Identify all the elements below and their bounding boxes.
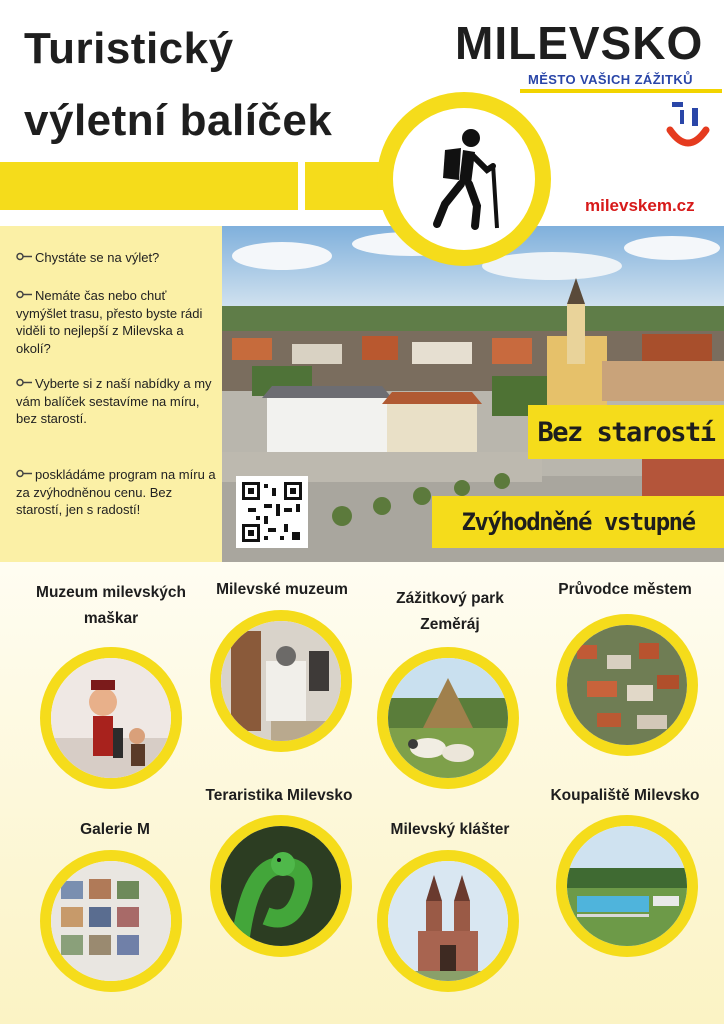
tag-no-worries: Bez starostí [528, 405, 724, 459]
attraction-label-gallery: Galerie M [80, 821, 150, 838]
title-line-1: Turistický [24, 24, 234, 73]
info-bullet-3: Vyberte si z naší nabídky a my vám balíček sestavíme na míru, bez starostí. [16, 376, 212, 426]
attraction-swimming-pool[interactable] [556, 815, 698, 957]
attraction-monastery[interactable] [377, 850, 519, 992]
brand-name: MILEVSKO [455, 17, 704, 69]
info-bullet-4: poskládáme program na míru a za zvýhodněnou cenu. Bez starostí, jen s radostí! [16, 467, 216, 517]
attraction-gallery-m[interactable] [40, 850, 182, 992]
yellow-bar-left [0, 162, 298, 210]
brand-tagline: MĚSTO VAŠICH ZÁŽITKŮ [528, 72, 693, 87]
bullet-icon [16, 286, 32, 295]
brand-underline [520, 89, 722, 93]
info-bullet-2: Nemáte čas nebo chuť vymýšlet trasu, přesto byste rádi viděli to nejlepší z Milevska a okolí? [16, 288, 203, 356]
bullet-icon [16, 248, 32, 257]
qr-code[interactable] [236, 476, 308, 548]
attraction-label-masks: Muzeum milevských maškar [36, 584, 186, 627]
attraction-city-guide[interactable] [556, 614, 698, 756]
attraction-label-park: Zážitkový park Zeměráj [396, 590, 504, 633]
attraction-label-terrarium: Teraristika Milevsko [205, 787, 353, 804]
bullet-icon [16, 374, 32, 383]
tag-discounted-entry: Zvýhodněné vstupné [432, 496, 724, 548]
attraction-label-guide: Průvodce městem [558, 581, 692, 598]
title-line-2: výletní balíček [24, 96, 333, 145]
attraction-label-pool: Koupaliště Milevsko [550, 787, 700, 804]
attraction-label-museum: Milevské muzeum [216, 581, 348, 598]
attraction-zemeraj-park[interactable] [377, 647, 519, 789]
website-link[interactable]: milevskem.cz [585, 196, 695, 215]
milevsko-logo-icon [666, 100, 710, 156]
bullet-icon [16, 465, 32, 474]
attraction-masks-museum[interactable] [40, 647, 182, 789]
attraction-terrarium[interactable] [210, 815, 352, 957]
attraction-milevsko-museum[interactable] [210, 610, 352, 752]
attraction-label-monastery: Milevský klášter [390, 821, 510, 838]
hiker-badge [377, 92, 551, 266]
hiker-icon [415, 126, 515, 232]
info-bullet-1: Chystáte se na výlet? [16, 248, 220, 267]
